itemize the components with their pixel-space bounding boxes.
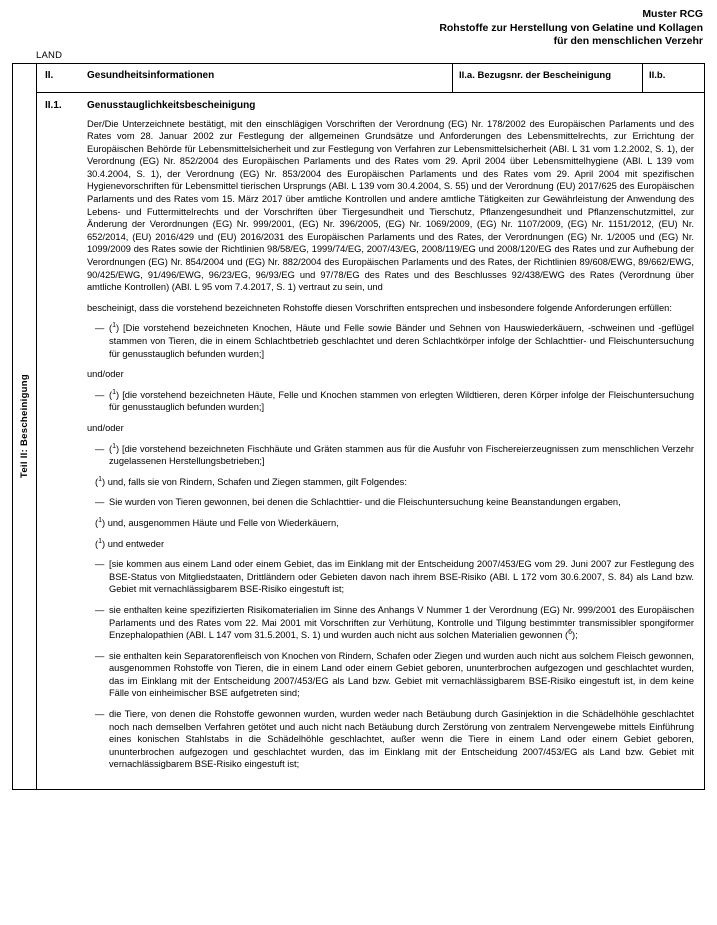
- country-label: LAND: [36, 49, 63, 61]
- dash-icon: —: [95, 443, 105, 454]
- certificate-body: [36, 63, 705, 791]
- certificate-frame: [12, 63, 705, 791]
- list-item-text: ($^1$) [Die vorstehend bezeichneten Knochen, Häute und Felle sowie Bänder und Sehnen von Hauswiederkäuern, -schweinen und -geflügel stammen von Tieren, die in einem Schlachtbetrieb geschlachtet und deren Schlachtkörper infolge der Schlachttier- und Fleischuntersuchung für genusstauglich befunden wurden;]: [109, 322, 694, 359]
- list-item: [87, 650, 694, 700]
- list-item-text: [sie kommen aus einem Land oder einem Gebiet, das im Einklang mit der Entscheidung 2007/453/EG vom 29. Juni 2007 zur Festlegung des BSE-Status von Mitgliedstaaten, Drittländern oder Gebieten davon nach ihrem BSE-Risiko (ABl. L 172 vom 30.6.2007, S. 84) als Land bzw. Gebiet mit vernachlässigbarem BSE-Risiko eingestuft ist;: [109, 559, 694, 595]
- dash-icon: —: [95, 650, 105, 661]
- list-item-text: die Tiere, von denen die Rohstoffe gewonnen wurden, wurden weder nach Betäubung durch Gasinjektion in die Schädelhöhle geschlachtet noch nach demselben Verfahren getötet und auch nicht nach Betäubung durch Zerstörung von zentralem Nervengewebe mittels Einführung eines konischen Stahlstabs in die Schädelhöhle geschlachtet, außer wenn die Tiere in einem Land oder einem Gebiet geboren, ununterbrochen aufgezogen und geschlachtet wurden, das im Einklang mit der Entscheidung 2007/453/EG als Land bzw. Gebiet mit vernachlässigbarem BSE-Risiko eingestuft ist;: [109, 709, 694, 770]
- dash-icon: —: [95, 559, 105, 570]
- header-line-title: Rohstoffe zur Herstellung von Gelatine und Kollagen: [439, 21, 703, 34]
- dash-icon: —: [95, 323, 105, 334]
- part-ii-side-tab: [12, 63, 36, 791]
- part-ii-side-tab-label: Teil II: Bescheinigung: [19, 374, 30, 479]
- section-ii-title: Gesundheitsinformationen: [87, 69, 215, 81]
- connector-and-or-1: und/oder: [87, 369, 124, 380]
- list-item: [87, 708, 694, 771]
- paragraph-requirements-intro: bescheinigt, dass die vorstehend bezeichneten Rohstoffe diesen Vorschriften entsprechen und insbesondere folgende Anforderungen erfüllen:: [87, 302, 672, 313]
- list-item: [87, 443, 694, 468]
- list-item-text: ($^1$) [die vorstehend bezeichneten Fischhäute und Gräten stammen aus für die Ausfuhr von Fischereierzeugnissen zum menschlichen Verzehr zugelassenen Herstellungsbetrieben;]: [109, 442, 694, 467]
- list-item-text: ($^1$) [die vorstehend bezeichneten Häute, Felle und Knochen stammen von erlegten Wildtieren, deren Körper infolge der Fleischuntersuchung für genusstauglich befunden wurden;]: [109, 388, 694, 413]
- dash-icon: —: [95, 389, 105, 400]
- dash-icon: —: [95, 709, 105, 720]
- document-header: [12, 8, 705, 49]
- dash-icon: —: [95, 604, 105, 615]
- exception-hides-intro: ($^1$) und, ausgenommen Häute und Felle von Wiederkäuern,: [95, 516, 339, 528]
- list-item: [87, 604, 694, 642]
- list-item-text: Sie wurden von Tieren gewonnen, bei denen die Schlachttier- und die Fleischuntersuchung keine Beanstandungen ergaben,: [109, 497, 621, 508]
- section-iib-label: II.b.: [649, 69, 666, 81]
- list-item: [87, 558, 694, 596]
- list-item: [87, 322, 694, 360]
- paragraph-regulations: Der/Die Unterzeichnete bestätigt, mit den einschlägigen Vorschriften der Verordnung (EG) Nr. 178/2002 des Europäischen Parlaments und des Rates vom 28. Januar 2002 zur Festlegung der allgemeinen Grundsätze und Anforderungen des Lebensmittelrechts, zur Errichtung der Europäischen Behörde für Lebensmittelsicherheit und zur Festlegung von Verfahren zur Lebensmittelsicherheit (ABl. L 31 vom 1.2.2002, S. 1), der Verordnung (EG) Nr. 852/2004 des Europäischen Parlaments und des Rates vom 29. April 2004 über Lebensmittelhygiene (ABl. L 139 vom 30.4.2004, S. 1), der Verordnung (EG) Nr. 853/2004 des Europäischen Parlaments und des Rates vom 29. April 2004 mit spezifischen Hygienevorschriften für Lebensmittel tierischen Ursprungs (ABl. L 139 vom 30.4.2004, S. 55) und der Verordnung (EU) 2017/625 des Europäischen Parlaments und des Rates vom 15. März 2017 über amtliche Kontrollen und andere amtliche Tätigkeiten zur Gewährleistung der Anwendung des Lebens- und Futtermittelrechts und der Vorschriften über Tiergesundheit und Tierschutz, Pflanzengesundheit und Pflanzenschutzmittel, zur Änderung der Verordnungen (EG) Nr. 999/2001, (EG) Nr. 396/2005, (EG) Nr. 1069/2009, (EG) Nr. 1107/2009, (EG) Nr. 1151/2012, (EU) Nr. 652/2014, (EU) 2016/429 und (EU) 2016/2031 des Europäischen Parlaments und des Rates, der Verordnungen (EG) Nr. 1/2005 und (EG) Nr. 1099/2009 des Rates sowie der Richtlinien 98/58/EG, 1999/74/EG, 2007/43/EG, 2008/119/EG und 2008/120/EG des Rates und zur Aufhebung der Verordnungen (EG) Nr. 854/2004 und (EG) Nr. 882/2004 des Europäischen Parlaments und des Rates, der Richtlinien 89/608/EWG, 89/662/EWG, 90/425/EWG, 91/496/EWG, 96/23/EG, 96/93/EG und 97/78/EG des Rates und des Beschlusses 92/438/EWG des Rates (Verordnung über amtliche Kontrollen) (ABl. L 95 vom 7.4.2017, S. 1) vertraut zu sein, und: [87, 118, 694, 293]
- section-ii-number: II.: [45, 69, 54, 81]
- section-iib-cell: [642, 64, 704, 92]
- section-ii1-heading: Genusstauglichkeitsbescheinigung: [87, 99, 256, 111]
- section-ii1-row: [37, 93, 704, 790]
- ruminants-intro: ($^1$) und, falls sie von Rindern, Schafen und Ziegen stammen, gilt Folgendes:: [95, 475, 407, 487]
- section-ii1-content: [85, 93, 704, 790]
- list-item-text: sie enthalten keine spezifizierten Risikomaterialien im Sinne des Anhangs V Nummer 1 der Verordnung (EG) Nr. 999/2001 des Europäischen Parlaments und des Rates vom 22. Mai 2001 mit Vorschriften zur Verhütung, Kontrolle und Tilgung bestimmter transmissibler spongiformer Enzephalopathien (ABl. L 147 vom 31.5.2001, S. 1) und wurden auch nicht aus solchen Materialien gewonnen ($^6$);: [109, 604, 694, 641]
- either-intro: ($^1$) und entweder: [95, 537, 165, 549]
- header-line-subtitle: für den menschlichen Verzehr: [553, 35, 703, 47]
- dash-icon: —: [95, 497, 105, 508]
- section-ii-header-row: [37, 64, 704, 93]
- header-line-model: Muster RCG: [642, 8, 703, 20]
- certificate-reference-label: II.a. Bezugsnr. der Bescheinigung: [459, 69, 612, 81]
- list-item-text: sie enthalten kein Separatorenfleisch von Knochen von Rindern, Schafen oder Ziegen und wurden auch nicht aus solchem Fleisch gewonnen, ausgenommen Rohstoffe von Tieren, die in einem Land oder einem Gebiet geboren, ununterbrochen aufgezogen und geschlachtet wurden, das im Einklang mit der Entscheidung 2007/453/EG als Land bzw. Gebiet mit vernachlässigbarem BSE-Risiko eingestuft ist, in dem keine Fälle von einheimischer BSE aufgetreten sind;: [109, 650, 694, 699]
- list-item: [87, 496, 694, 509]
- connector-and-or-2: und/oder: [87, 422, 124, 433]
- list-item: [87, 389, 694, 414]
- certificate-reference-cell: [452, 64, 642, 92]
- section-ii1-number: II.1.: [45, 99, 62, 111]
